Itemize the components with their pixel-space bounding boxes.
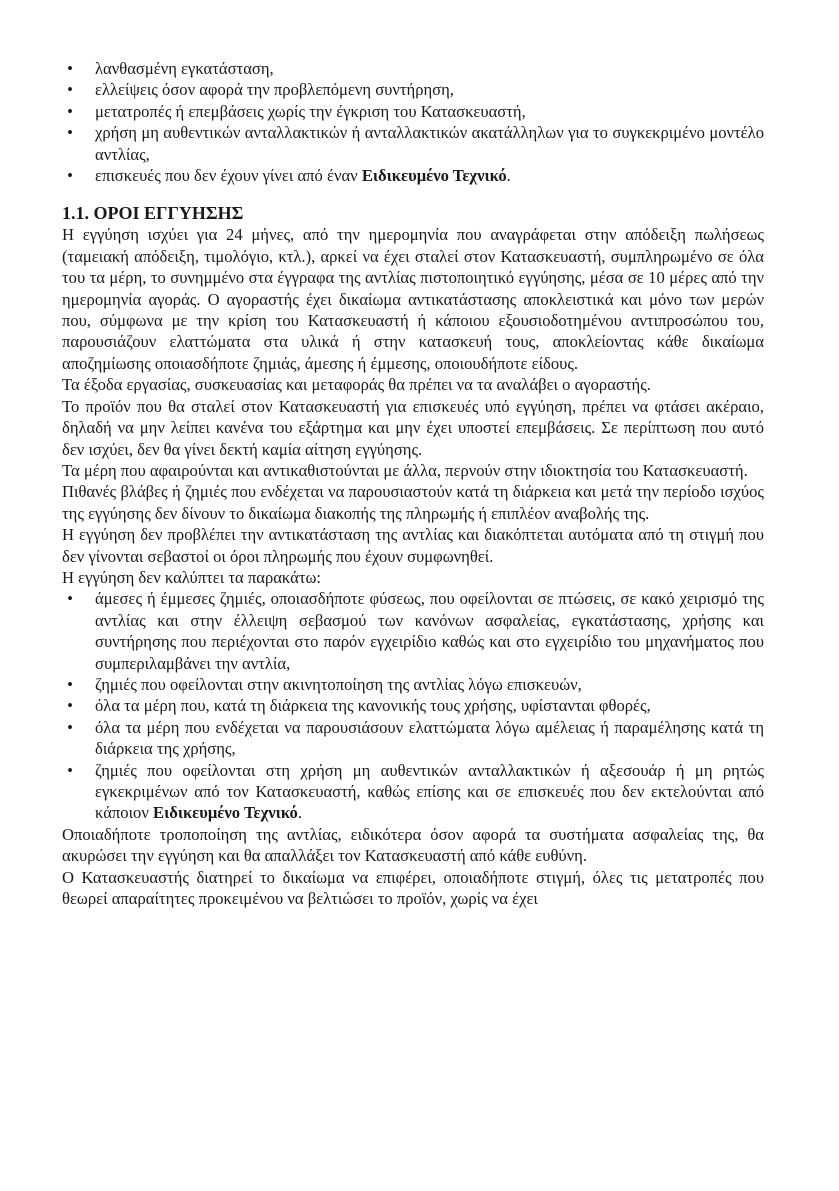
document-page: [62, 58, 764, 909]
bold-term: Ειδικευμένο Τεχνικό: [361, 166, 507, 186]
paragraph-warranty-period: Η εγγύηση ισχύει για 24 μήνες, από την ημερομηνία που αναγράφεται στην απόδειξη πωλήσεως (ταμειακή απόδειξη, τιμολόγιο, κτλ.), αρκεί να έχει σταλεί στον Κατασκευαστή, συμπληρωμένο σε όλα του τα μέρη, το συνημμένο στα έγγραφα της αντλίας πιστοποιητικό εγγύησης, μέσα σε 10 μέρες από την ημερομηνία αγοράς. Ο αγοραστής έχει δικαίωμα αντικατάστασης αποκλειστικά και μόνο των μερών που, σύμφωνα με την κρίση του Κατασκευαστή ή κάποιου εξουσιοδοτημένου αντιπροσώπου του, παρουσιάζουν ελαττώματα στα υλικά ή στην κατασκευή τους, αποκλείοντας κάθε δικαίωμα αποζημίωσης οποιασδήποτε ζημιάς, άμεσης ή έμμεσης, οποιουδήποτε είδους.: [62, 225, 764, 373]
paragraph-costs: Τα έξοδα εργασίας, συσκευασίας και μεταφοράς θα πρέπει να τα αναλάβει ο αγοραστής.: [62, 375, 651, 395]
exclusion-bullet-list: [62, 588, 764, 823]
list-item-text: μετατροπές ή επεμβάσεις χωρίς την έγκριση του Κατασκευαστή,: [95, 101, 526, 121]
paragraph-exclusions-intro: Η εγγύηση δεν καλύπτει τα παρακάτω:: [62, 567, 322, 587]
list-item: [62, 58, 764, 79]
paragraph-product-condition: Το προϊόν που θα σταλεί στον Κατασκευαστή για επισκευές υπό εγγύηση, πρέπει να φτάσει ακέραιο, δηλαδή να μην λείπει κανένα του εξάρτημα και μην έχει υποστεί επεμβάσεις. Σε περίπτωση που αυτό δεν ισχύει, δεν θα γίνει δεκτή καμία αίτηση εγγύησης.: [62, 396, 764, 459]
list-item: [62, 760, 764, 824]
bullet-icon: •: [67, 166, 73, 186]
top-bullet-list: [62, 58, 764, 186]
list-item: [62, 122, 764, 165]
bullet-icon: •: [67, 80, 73, 100]
paragraph-manufacturer-rights: Ο Κατασκευαστής διατηρεί το δικαίωμα να επιφέρει, οποιαδήποτε στιγμή, όλες τις μετατροπές που θεωρεί απαραίτητες προκειμένου να βελτιώσει το προϊόν, χωρίς να έχει: [62, 867, 764, 909]
bullet-icon: •: [67, 123, 73, 143]
list-item-text: ζημιές που οφείλονται στην ακινητοποίηση της αντλίας λόγω επισκευών,: [95, 674, 582, 694]
list-item-text: λανθασμένη εγκατάσταση,: [95, 59, 274, 78]
paragraph-replacement: Η εγγύηση δεν προβλέπει την αντικατάσταση της αντλίας και διακόπτεται αυτόματα από τη στιγμή που δεν γίνονται σεβαστοί οι όροι πληρωμής που έχουν συμφωνηθεί.: [62, 525, 764, 566]
list-item: [62, 674, 764, 695]
list-item: [62, 588, 764, 674]
list-item-text: χρήση μη αυθεντικών ανταλλακτικών ή ανταλλακτικών ακατάλληλων για το συγκεκριμένο μοντέλο αντλίας,: [95, 123, 764, 164]
bullet-icon: •: [67, 696, 73, 716]
list-item-punctuation: .: [506, 166, 511, 186]
list-item-text: ελλείψεις όσον αφορά την προβλεπόμενη συντήρηση,: [95, 80, 454, 100]
list-item-text: όλα τα μέρη που ενδέχεται να παρουσιάσουν ελαττώματα λόγω αμέλειας ή παραμέλησης κατά τη διάρκεια της χρήσης,: [95, 717, 764, 759]
bullet-icon: •: [67, 59, 73, 78]
paragraph-replaced-parts: Τα μέρη που αφαιρούνται και αντικαθιστούνται με άλλα, περνούν στην ιδιοκτησία του Κατασκευαστή.: [62, 460, 748, 480]
list-item-text: επισκευές που δεν έχουν γίνει από έναν: [95, 166, 362, 186]
list-item: [62, 79, 764, 100]
list-item-text: άμεσες ή έμμεσες ζημιές, οποιασδήποτε φύσεως, που οφείλονται σε πτώσεις, σε κακό χειρισμό της αντλίας και στην έλλειψη σεβασμού των κανόνων ασφαλείας, εγκατάστασης, χρήσης και συντήρησης που περιέχονται στο παρόν εγχειρίδιο καθώς και στο εγχειρίδιο του μηχανήματος που συμπεριλαμβάνει την αντλία,: [95, 589, 764, 673]
bold-term: Ειδικευμένο Τεχνικό: [153, 803, 298, 823]
bullet-icon: •: [67, 589, 73, 609]
list-item-punctuation: .: [297, 803, 303, 823]
bullet-icon: •: [67, 101, 73, 121]
list-item-text: όλα τα μέρη που, κατά τη διάρκεια της κανονικής τους χρήσης, υφίστανται φθορές,: [95, 696, 651, 716]
list-item: [62, 695, 764, 716]
bullet-icon: •: [67, 760, 73, 780]
paragraph-modifications: Οποιαδήποτε τροποποίηση της αντλίας, ειδικότερα όσον αφορά τα συστήματα ασφαλείας της, θα ακυρώσει την εγγύηση και θα απαλλάξει τον Κατασκευαστή από κάθε ευθύνη.: [62, 824, 764, 866]
list-item-text: ζημιές που οφείλονται στη χρήση μη αυθεντικών ανταλλακτικών ή αξεσουάρ ή μη ρητώς εγκεκριμένων από τον Κατασκευαστή, καθώς επίσης και σε επισκευές που δεν εκτελούνται από κάποιον: [95, 760, 764, 823]
list-item: [62, 717, 764, 760]
bullet-icon: •: [67, 674, 73, 694]
section-heading: 1.1. ΟΡΟΙ ΕΓΓΥΗΣΗΣ: [62, 203, 244, 224]
list-item: [62, 101, 764, 122]
list-item: [62, 165, 764, 186]
bullet-icon: •: [67, 717, 73, 737]
paragraph-damages: Πιθανές βλάβες ή ζημιές που ενδέχεται να παρουσιαστούν κατά τη διάρκεια και μετά την περίοδο ισχύος της εγγύησης δεν δίνουν το δικαίωμα διακοπής της πληρωμής ή επιπλέον αναβολής της.: [62, 482, 764, 523]
